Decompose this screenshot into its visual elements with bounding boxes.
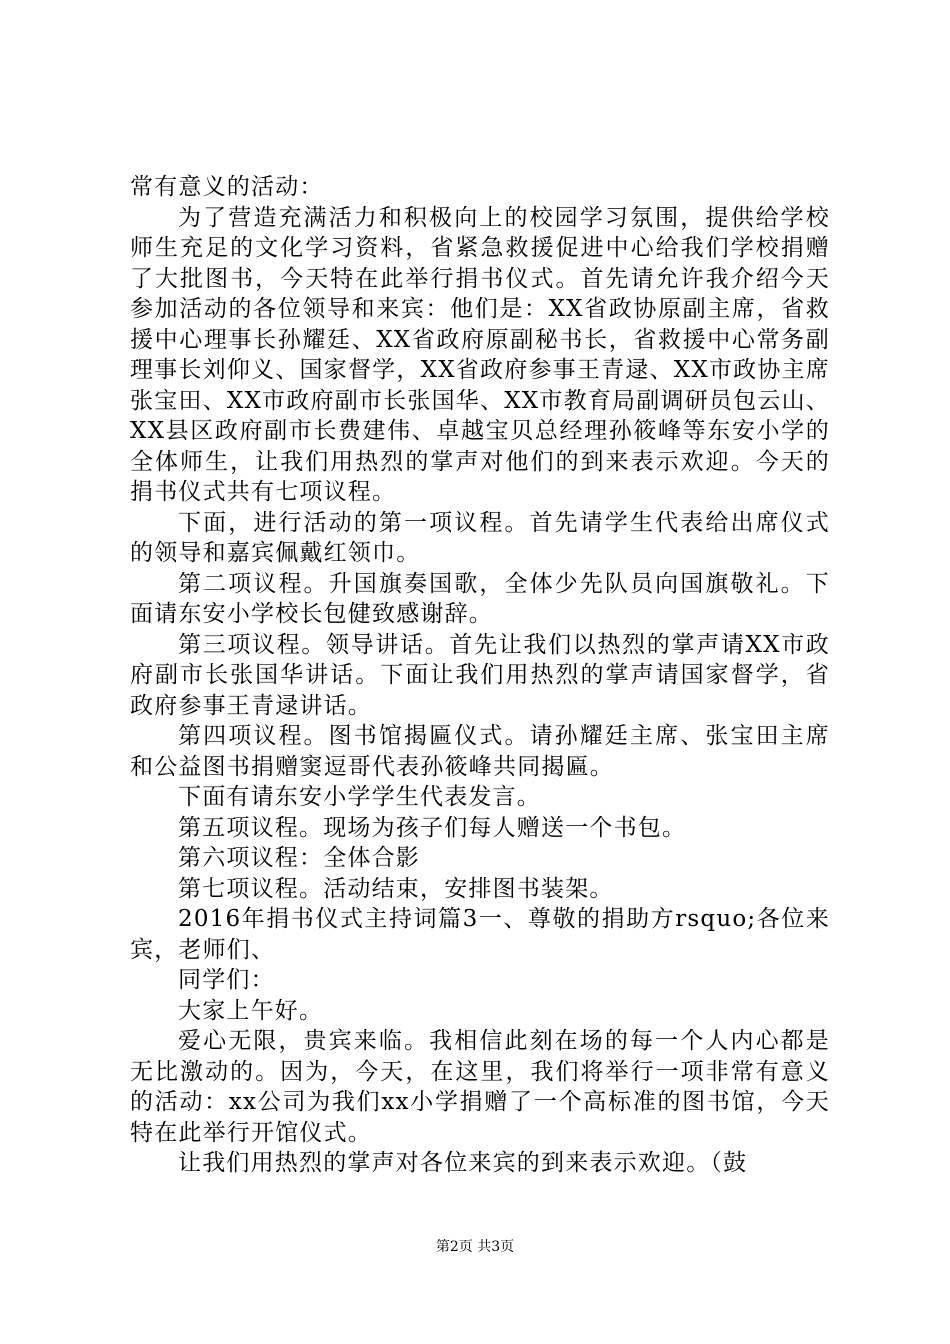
paragraph-agenda-4: 第四项议程。图书馆揭匾仪式。请孙耀廷主席、张宝田主席和公益图书捐赠窦逗哥代表孙筱峰共同揭匾。 xyxy=(130,723,830,780)
paragraph-greeting-students: 同学们： xyxy=(178,967,275,993)
paragraph-agenda-5: 第五项议程。现场为孩子们每人赠送一个书包。 xyxy=(178,814,687,841)
paragraph-section-3-heading: 2016年捐书仪式主持词篇3一、尊敬的捐助方rsquo;各位来宾，老师们、 xyxy=(130,906,830,963)
paragraph-agenda-6: 第六项议程：全体合影 xyxy=(178,845,420,871)
paragraph-agenda-1: 下面，进行活动的第一项议程。首先请学生代表给出席仪式的领导和嘉宾佩戴红领巾。 xyxy=(130,509,830,566)
paragraph-continuation: 常有意义的活动： xyxy=(130,174,324,200)
paragraph-agenda-2: 第二项议程。升国旗奏国歌，全体少先队员向国旗敬礼。下面请东安小学校长包健致感谢辞。 xyxy=(130,570,830,627)
paragraph-student-speech: 下面有请东安小学学生代表发言。 xyxy=(178,784,541,810)
paragraph-opening: 爱心无限，贵宾来临。我相信此刻在场的每一个人内心都是无比激动的。因为，今天，在这里，我们将举行一项非常有意义的活动：xx公司为我们xx小学捐赠了一个高标准的图书馆，今天特在此举行开馆仪式。 xyxy=(130,1028,830,1146)
paragraph-agenda-7: 第七项议程。活动结束，安排图书装架。 xyxy=(178,875,614,902)
paragraph-intro: 为了营造充满活力和积极向上的校园学习氛围，提供给学校师生充足的文化学习资料，省紧急救援促进中心给我们学校捐赠了大批图书，今天特在此举行捐书仪式。首先请允许我介绍今天参加活动的各位领导和来宾：他们是：XX省政协原副主席，省救援中心理事长孙耀廷、XX省政府原副秘书长，省救援中心常务副理事长刘仰义、国家督学，XX省政府参事王青逯、XX市政协主席张宝田、XX市政府副市长张国华、XX市教育局副调研员包云山、XX县区政府副市长费建伟、卓越宝贝总经理孙筱峰等东安小学的全体师生，让我们用热烈的掌声对他们的到来表示欢迎。今天的捐书仪式共有七项议程。 xyxy=(130,204,830,505)
document-body xyxy=(130,172,830,1179)
paragraph-agenda-3: 第三项议程。领导讲话。首先让我们以热烈的掌声请XX市政府副市长张国华讲话。下面让我们用热烈的掌声请国家督学，省政府参事王青逯讲话。 xyxy=(130,631,830,719)
page-footer: 第2页 共3页 xyxy=(435,1239,515,1255)
paragraph-applause: 让我们用热烈的掌声对各位来宾的到来表示欢迎。（鼓 xyxy=(178,1150,748,1176)
paragraph-good-morning: 大家上午好。 xyxy=(178,997,324,1024)
